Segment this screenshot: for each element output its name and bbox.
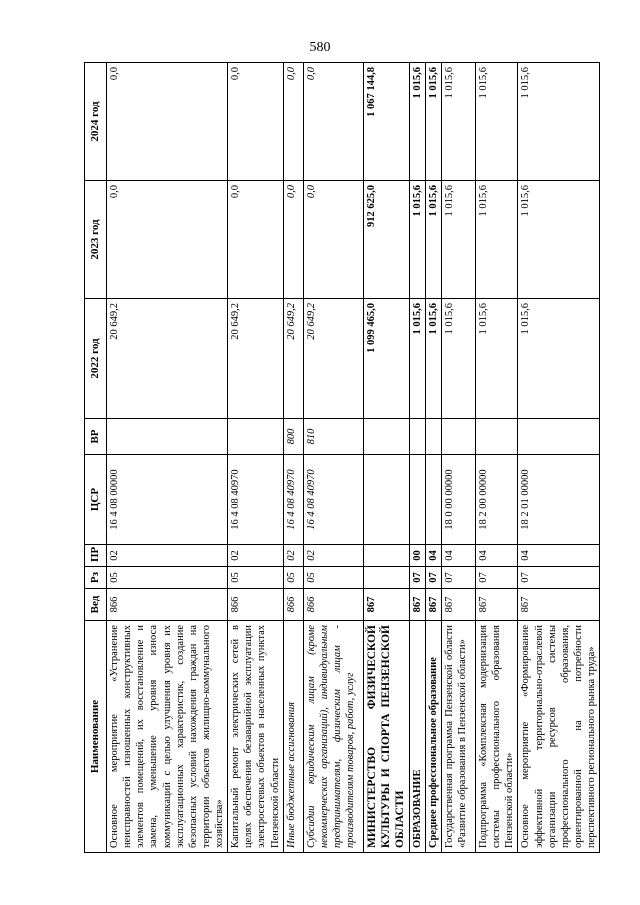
row-ved: 866: [303, 589, 363, 621]
row-2022: 1 015,6: [476, 299, 518, 419]
row-2024: 0,0: [228, 63, 284, 181]
row-2024: 1 067 144,8: [363, 63, 409, 181]
row-ved: 867: [363, 589, 409, 621]
row-csr: 16 4 08 40970: [283, 455, 303, 545]
row-rz: 07: [425, 567, 441, 589]
table-row: [303, 63, 363, 853]
row-2024: 1 015,6: [409, 63, 425, 181]
row-2024: 1 015,6: [518, 63, 600, 181]
row-rz: 07: [476, 567, 518, 589]
row-vr: [425, 419, 441, 455]
header-rz: Рз: [85, 567, 107, 589]
table-row: [442, 63, 476, 853]
row-2023: 912 625,0: [363, 181, 409, 299]
row-rz: 05: [303, 567, 363, 589]
table-row: [409, 63, 425, 853]
row-rz: 05: [283, 567, 303, 589]
row-vr: [409, 419, 425, 455]
row-vr: 800: [283, 419, 303, 455]
table-row: [476, 63, 518, 853]
row-pr: 02: [303, 545, 363, 567]
row-2024: 0,0: [107, 63, 228, 181]
row-name: Капитальный ремонт электрических сетей в целях обеспечения безаварийной эксплуатации электросетевых объектов в населенных пунктах Пензенской области: [228, 621, 284, 853]
row-2024: 1 015,6: [425, 63, 441, 181]
row-2023: 1 015,6: [518, 181, 600, 299]
row-2022: 20 649,2: [303, 299, 363, 419]
row-vr: 810: [303, 419, 363, 455]
table-row: [425, 63, 441, 853]
row-ved: 867: [409, 589, 425, 621]
row-pr: 02: [228, 545, 284, 567]
row-name: ОБРАЗОВАНИЕ: [409, 621, 425, 853]
row-name: Основное мероприятие «Формирование эффективной территориально-отраслевой организации ресурсов системы профессионального образования, ориентированной на потребности перспективного регионального рынка труда»: [518, 621, 600, 853]
row-pr: 04: [518, 545, 600, 567]
row-pr: 02: [283, 545, 303, 567]
row-ved: 867: [476, 589, 518, 621]
row-ved: 867: [442, 589, 476, 621]
row-2022: 1 015,6: [442, 299, 476, 419]
header-pr: ПР: [85, 545, 107, 567]
row-ved: 866: [283, 589, 303, 621]
row-pr: 04: [425, 545, 441, 567]
row-2024: 0,0: [283, 63, 303, 181]
row-name: Подпрограмма «Комплексная модернизация системы профессионального образования Пензенской области»: [476, 621, 518, 853]
row-ved: 867: [425, 589, 441, 621]
row-ved: 866: [228, 589, 284, 621]
header-vr: ВР: [85, 419, 107, 455]
row-2022: 1 015,6: [409, 299, 425, 419]
row-2022: 1 015,6: [518, 299, 600, 419]
row-rz: 07: [442, 567, 476, 589]
page-number: 580: [309, 40, 331, 55]
header-2024: 2024 год: [85, 63, 107, 181]
row-vr: [363, 419, 409, 455]
header-2022: 2022 год: [85, 299, 107, 419]
row-csr: 16 4 08 40970: [228, 455, 284, 545]
row-csr: 18 2 01 00000: [518, 455, 600, 545]
row-ved: 867: [518, 589, 600, 621]
row-csr: [409, 455, 425, 545]
row-name: Основное мероприятие «Устранение неисправностей изношенных конструктивных элементов помещений, их восстановление и замена, уменьшение уровня износа коммуникаций с целью улучшения уровня их эксплуатационных характеристик, создание безопасных условий нахождения граждан на территории объектов жилищно-коммунального хозяйства»: [107, 621, 228, 853]
row-csr: [363, 455, 409, 545]
row-vr: [107, 419, 228, 455]
row-2022: 20 649,2: [283, 299, 303, 419]
row-pr: 04: [442, 545, 476, 567]
budget-table: [84, 62, 600, 853]
row-vr: [442, 419, 476, 455]
table-row: [283, 63, 303, 853]
table-row: [363, 63, 409, 853]
row-2023: 1 015,6: [476, 181, 518, 299]
header-name: Наименование: [85, 621, 107, 853]
row-vr: [518, 419, 600, 455]
row-2023: 1 015,6: [425, 181, 441, 299]
row-rz: 07: [409, 567, 425, 589]
row-rz: [363, 567, 409, 589]
table-row: [228, 63, 284, 853]
row-pr: 02: [107, 545, 228, 567]
row-pr: 04: [476, 545, 518, 567]
row-2022: 1 099 465,0: [363, 299, 409, 419]
row-csr: 16 4 08 00000: [107, 455, 228, 545]
row-vr: [228, 419, 284, 455]
header-2023: 2023 год: [85, 181, 107, 299]
row-pr: 00: [409, 545, 425, 567]
row-2024: 1 015,6: [476, 63, 518, 181]
row-2023: 1 015,6: [409, 181, 425, 299]
row-2023: 0,0: [303, 181, 363, 299]
row-2023: 1 015,6: [442, 181, 476, 299]
row-2023: 0,0: [228, 181, 284, 299]
row-name: Государственная программа Пензенской области «Развитие образования в Пензенской области»: [442, 621, 476, 853]
row-name: Среднее профессиональное образование: [425, 621, 441, 853]
row-csr: 18 2 00 00000: [476, 455, 518, 545]
table-row: [107, 63, 228, 853]
table-row: [518, 63, 600, 853]
header-csr: ЦСР: [85, 455, 107, 545]
row-2023: 0,0: [283, 181, 303, 299]
row-csr: 16 4 08 40970: [303, 455, 363, 545]
row-rz: 05: [107, 567, 228, 589]
row-csr: [425, 455, 441, 545]
rotated-table-container: [84, 63, 597, 853]
header-ved: Вед: [85, 589, 107, 621]
row-rz: 07: [518, 567, 600, 589]
row-csr: 18 0 00 00000: [442, 455, 476, 545]
row-rz: 05: [228, 567, 284, 589]
row-2022: 20 649,2: [228, 299, 284, 419]
row-2022: 1 015,6: [425, 299, 441, 419]
table-header-row: [85, 63, 107, 853]
row-name: Иные бюджетные ассигнования: [283, 621, 303, 853]
row-name: МИНИСТЕРСТВО ФИЗИЧЕСКОЙ КУЛЬТУРЫ И СПОРТА ПЕНЗЕНСКОЙ ОБЛАСТИ: [363, 621, 409, 853]
row-2023: 0,0: [107, 181, 228, 299]
row-2022: 20 649,2: [107, 299, 228, 419]
row-name: Субсидии юридическим лицам (кроме некоммерческих организаций), индивидуальным предпринимателям, физическим лицам - производителям товаров, работ, услуг: [303, 621, 363, 853]
row-ved: 866: [107, 589, 228, 621]
row-2024: 1 015,6: [442, 63, 476, 181]
row-pr: [363, 545, 409, 567]
row-vr: [476, 419, 518, 455]
row-2024: 0,0: [303, 63, 363, 181]
